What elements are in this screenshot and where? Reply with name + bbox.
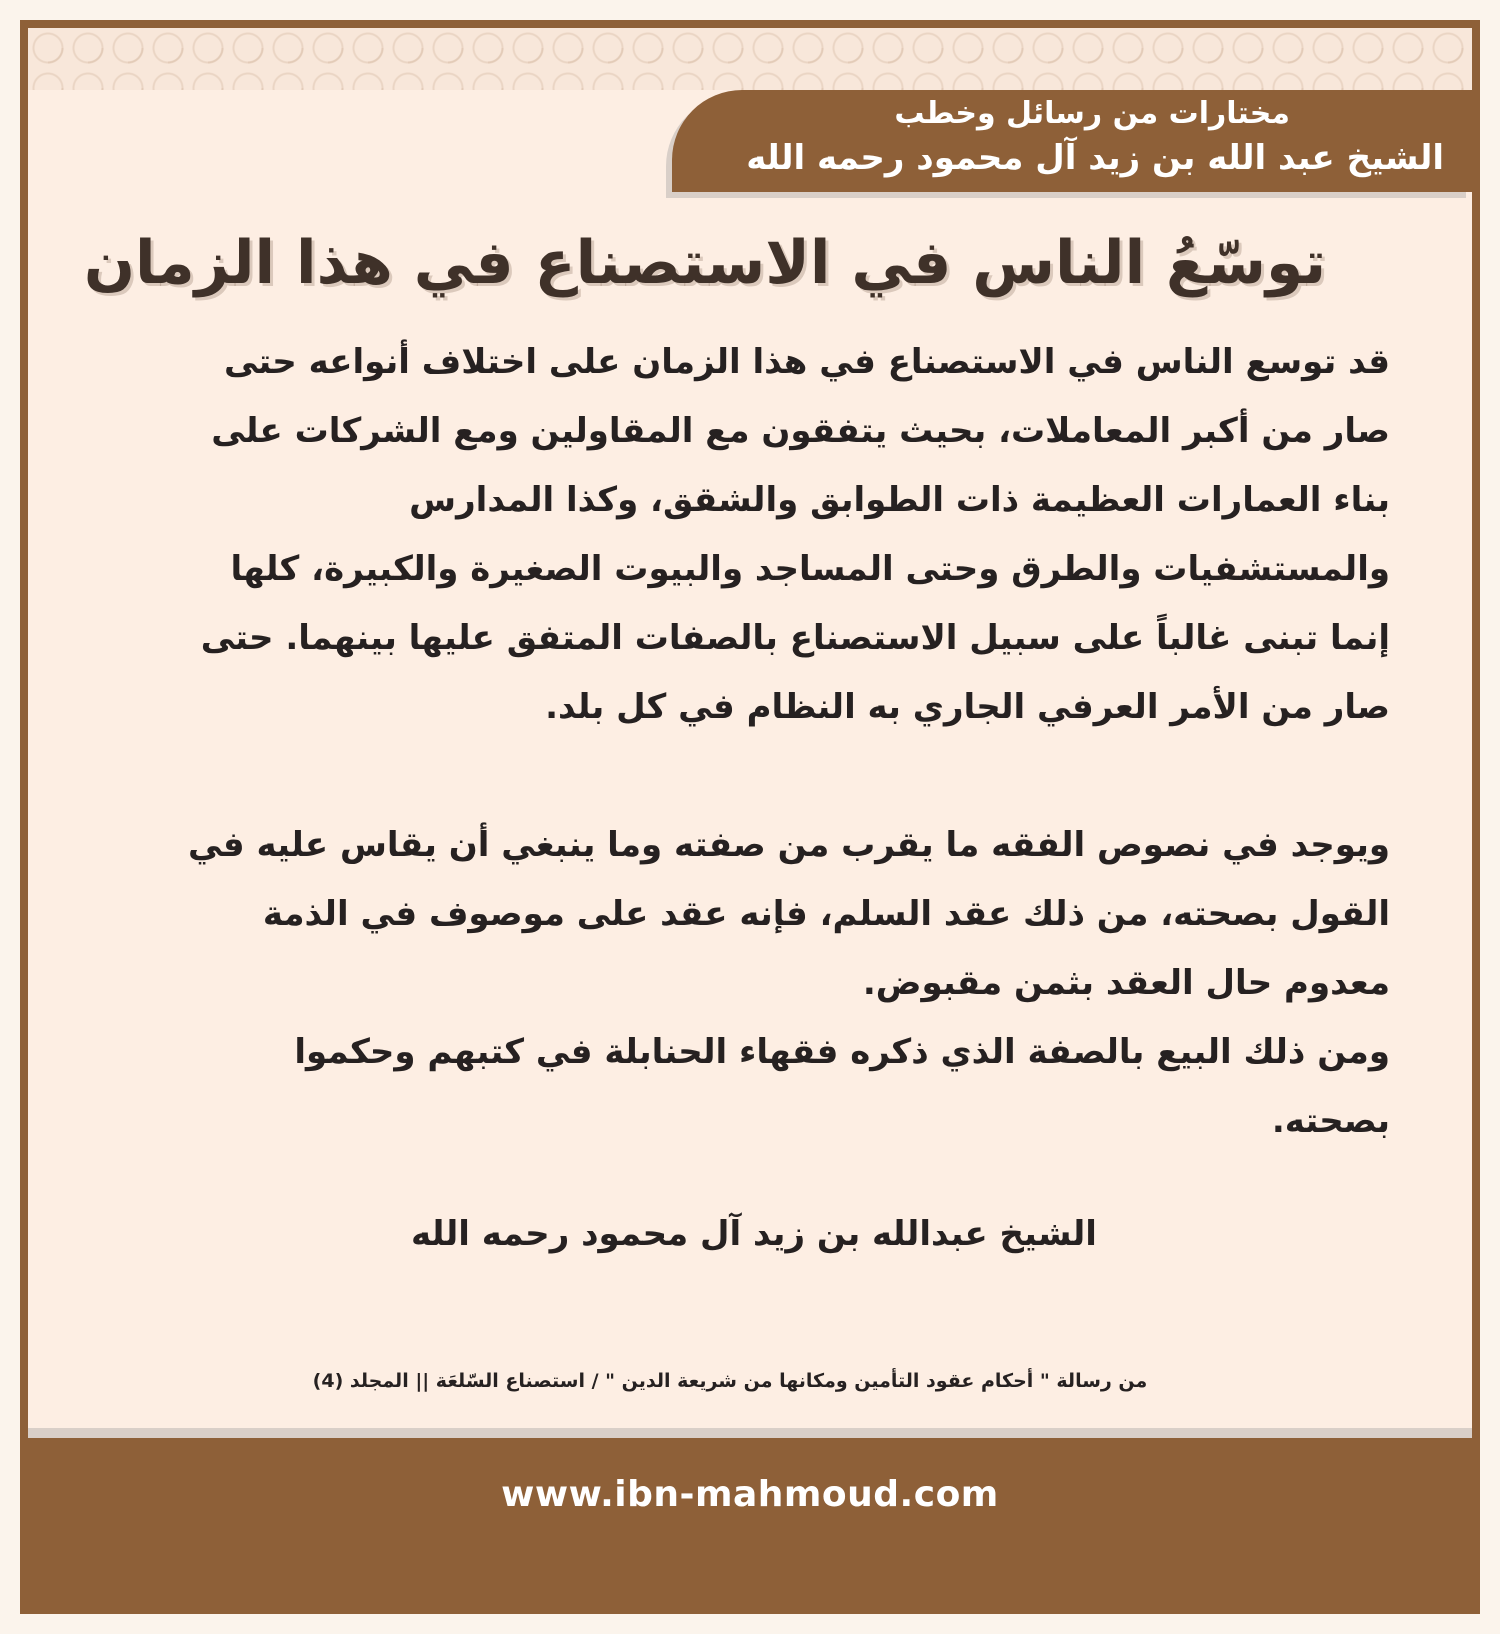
- header-author-name: الشيخ عبد الله بن زيد آل محمود رحمه الله: [746, 138, 1444, 178]
- author-signature: الشيخ عبدالله بن زيد آل محمود رحمه الله: [411, 1214, 1097, 1254]
- source-citation: من رسالة " أحكام عقود التأمين ومكانها من شريعة الدين " / استصناع السّلعَة || المجلد (4): [312, 1370, 1148, 1392]
- decorative-pattern: [28, 28, 1472, 90]
- body-paragraph-1: قد توسع الناس في الاستصناع في هذا الزمان على اختلاف أنواعه حتى صار من أكبر المعاملات، بحيث يتفقون مع المقاولين ومع الشركات على بناء العمارات العظيمة ذات الطوابق والشقق، وكذا المدارس والمستشفيات والطرق وحتى المساجد والبيوت الصغيرة والكبيرة، كلها إنما تبنى غالباً على سبيل الاستصناع بالصفات المتفق عليها بينهما. حتى صار من الأمر العرفي الجاري به النظام في كل بلد.: [200, 342, 1390, 727]
- footer-bar: [28, 1438, 1472, 1608]
- website-link[interactable]: www.ibn-mahmoud.com: [501, 1474, 999, 1515]
- paragraph-spacer: [175, 742, 1390, 811]
- article-title: توسّعُ الناس في الاستصناع في هذا الزمان: [83, 228, 1327, 298]
- footer-divider: [28, 1428, 1472, 1438]
- body-paragraph-2: ويوجد في نصوص الفقه ما يقرب من صفته وما ينبغي أن يقاس عليه في القول بصحته، من ذلك عقد السلم، فإنه عقد على موصوف في الذمة معدوم حال العقد بثمن مقبوض.: [188, 825, 1390, 1003]
- header-banner: [672, 90, 1472, 192]
- article-body: [175, 328, 1390, 1156]
- article-card: [20, 20, 1480, 1614]
- body-paragraph-3: ومن ذلك البيع بالصفة الذي ذكره فقهاء الحنابلة في كتبهم وحكموا بصحته.: [294, 1032, 1390, 1141]
- header-series-title: مختارات من رسائل وخطب: [894, 96, 1290, 131]
